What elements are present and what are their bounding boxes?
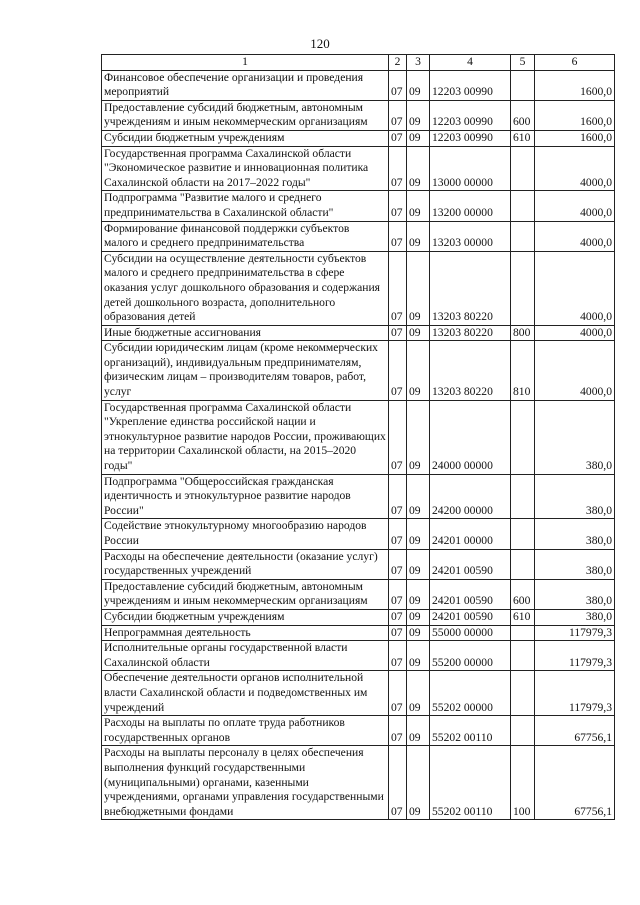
row-name-cell: Расходы на обеспечение деятельности (оказание услуг) государственных учреждений xyxy=(102,549,389,579)
table-row xyxy=(102,519,615,549)
row-amount-cell: 4000,0 xyxy=(535,146,615,191)
row-amount-cell: 4000,0 xyxy=(535,251,615,325)
row-amount-cell: 117979,3 xyxy=(535,641,615,671)
row-expense-type-cell xyxy=(511,641,535,671)
row-target-article-cell: 24201 00590 xyxy=(430,579,511,609)
row-target-article-cell: 55202 00000 xyxy=(430,671,511,716)
row-name-cell: Обеспечение деятельности органов исполнительной власти Сахалинской области и подведомственных им учреждений xyxy=(102,671,389,716)
row-amount-cell: 380,0 xyxy=(535,609,615,625)
row-amount-cell: 4000,0 xyxy=(535,341,615,400)
row-section-cell: 07 xyxy=(389,746,407,820)
table-row xyxy=(102,625,615,641)
row-target-article-cell: 12203 00990 xyxy=(430,130,511,146)
row-target-article-cell: 12203 00990 xyxy=(430,70,511,100)
header-cell-amount: 6 xyxy=(535,55,615,71)
row-target-article-cell: 55200 00000 xyxy=(430,641,511,671)
row-target-article-cell: 24201 00590 xyxy=(430,609,511,625)
row-subsection-cell: 09 xyxy=(407,474,430,519)
row-amount-cell: 67756,1 xyxy=(535,716,615,746)
row-name-cell: Подпрограмма "Общероссийская гражданская идентичность и этнокультурное развитие народов России" xyxy=(102,474,389,519)
row-target-article-cell: 13000 00000 xyxy=(430,146,511,191)
row-section-cell: 07 xyxy=(389,400,407,474)
row-expense-type-cell xyxy=(511,251,535,325)
row-expense-type-cell: 600 xyxy=(511,579,535,609)
row-name-cell: Субсидии бюджетным учреждениям xyxy=(102,130,389,146)
row-target-article-cell: 24000 00000 xyxy=(430,400,511,474)
row-name-cell: Государственная программа Сахалинской области "Экономическое развитие и инновационная политика Сахалинской области на 2017–2022 годы" xyxy=(102,146,389,191)
row-name-cell: Иные бюджетные ассигнования xyxy=(102,325,389,341)
row-target-article-cell: 55202 00110 xyxy=(430,716,511,746)
table-row xyxy=(102,400,615,474)
row-subsection-cell: 09 xyxy=(407,70,430,100)
row-amount-cell: 380,0 xyxy=(535,400,615,474)
row-expense-type-cell: 610 xyxy=(511,130,535,146)
header-cell-target-article: 4 xyxy=(430,55,511,71)
row-amount-cell: 1600,0 xyxy=(535,100,615,130)
table-row xyxy=(102,146,615,191)
row-subsection-cell: 09 xyxy=(407,579,430,609)
row-subsection-cell: 09 xyxy=(407,519,430,549)
row-target-article-cell: 55000 00000 xyxy=(430,625,511,641)
row-subsection-cell: 09 xyxy=(407,400,430,474)
table-row xyxy=(102,325,615,341)
table-row xyxy=(102,549,615,579)
header-cell-section: 2 xyxy=(389,55,407,71)
row-name-cell: Расходы на выплаты персоналу в целях обеспечения выполнения функций государственными (муниципальными) органами, казенными учреждениями, органами управления государственными внебюджетными фондами xyxy=(102,746,389,820)
row-expense-type-cell: 610 xyxy=(511,609,535,625)
table-row xyxy=(102,251,615,325)
row-expense-type-cell xyxy=(511,474,535,519)
table-row xyxy=(102,221,615,251)
row-subsection-cell: 09 xyxy=(407,641,430,671)
row-section-cell: 07 xyxy=(389,641,407,671)
row-section-cell: 07 xyxy=(389,474,407,519)
row-amount-cell: 380,0 xyxy=(535,519,615,549)
row-section-cell: 07 xyxy=(389,671,407,716)
row-amount-cell: 1600,0 xyxy=(535,130,615,146)
row-amount-cell: 4000,0 xyxy=(535,221,615,251)
row-subsection-cell: 09 xyxy=(407,746,430,820)
row-subsection-cell: 09 xyxy=(407,100,430,130)
row-target-article-cell: 12203 00990 xyxy=(430,100,511,130)
row-section-cell: 07 xyxy=(389,146,407,191)
row-expense-type-cell xyxy=(511,519,535,549)
row-section-cell: 07 xyxy=(389,221,407,251)
row-subsection-cell: 09 xyxy=(407,549,430,579)
row-subsection-cell: 09 xyxy=(407,130,430,146)
row-expense-type-cell: 600 xyxy=(511,100,535,130)
row-name-cell: Субсидии на осуществление деятельности субъектов малого и среднего предпринимательства в сфере оказания услуг дошкольного образования и содержания детей дошкольного возраста, дополнительного образования детей xyxy=(102,251,389,325)
row-subsection-cell: 09 xyxy=(407,191,430,221)
table-row xyxy=(102,191,615,221)
row-expense-type-cell xyxy=(511,400,535,474)
table-row xyxy=(102,100,615,130)
row-expense-type-cell xyxy=(511,191,535,221)
row-name-cell: Предоставление субсидий бюджетным, автономным учреждениям и иным некоммерческим организациям xyxy=(102,100,389,130)
row-amount-cell: 67756,1 xyxy=(535,746,615,820)
row-subsection-cell: 09 xyxy=(407,221,430,251)
row-name-cell: Расходы на выплаты по оплате труда работников государственных органов xyxy=(102,716,389,746)
row-target-article-cell: 13203 00000 xyxy=(430,221,511,251)
row-name-cell: Исполнительные органы государственной власти Сахалинской области xyxy=(102,641,389,671)
row-target-article-cell: 24201 00590 xyxy=(430,549,511,579)
row-name-cell: Субсидии юридическим лицам (кроме некоммерческих организаций), индивидуальным предпринимателям, физическим лицам – производителям товаров, работ, услуг xyxy=(102,341,389,400)
row-amount-cell: 380,0 xyxy=(535,549,615,579)
row-section-cell: 07 xyxy=(389,325,407,341)
row-name-cell: Содействие этнокультурному многообразию народов России xyxy=(102,519,389,549)
table-row xyxy=(102,130,615,146)
row-subsection-cell: 09 xyxy=(407,251,430,325)
row-expense-type-cell xyxy=(511,146,535,191)
row-section-cell: 07 xyxy=(389,70,407,100)
row-amount-cell: 4000,0 xyxy=(535,191,615,221)
row-name-cell: Подпрограмма "Развитие малого и среднего предпринимательства в Сахалинской области" xyxy=(102,191,389,221)
table-row xyxy=(102,716,615,746)
row-amount-cell: 380,0 xyxy=(535,474,615,519)
header-cell-expense-type: 5 xyxy=(511,55,535,71)
row-amount-cell: 4000,0 xyxy=(535,325,615,341)
row-section-cell: 07 xyxy=(389,625,407,641)
row-target-article-cell: 13203 80220 xyxy=(430,251,511,325)
row-subsection-cell: 09 xyxy=(407,609,430,625)
row-expense-type-cell xyxy=(511,625,535,641)
row-target-article-cell: 13203 80220 xyxy=(430,341,511,400)
row-name-cell: Финансовое обеспечение организации и проведения мероприятий xyxy=(102,70,389,100)
budget-table xyxy=(101,54,615,820)
row-section-cell: 07 xyxy=(389,519,407,549)
row-amount-cell: 380,0 xyxy=(535,579,615,609)
row-subsection-cell: 09 xyxy=(407,325,430,341)
table-row xyxy=(102,671,615,716)
row-section-cell: 07 xyxy=(389,716,407,746)
row-section-cell: 07 xyxy=(389,130,407,146)
row-section-cell: 07 xyxy=(389,191,407,221)
row-section-cell: 07 xyxy=(389,341,407,400)
row-target-article-cell: 24200 00000 xyxy=(430,474,511,519)
table-row xyxy=(102,641,615,671)
table-row xyxy=(102,746,615,820)
row-target-article-cell: 13203 80220 xyxy=(430,325,511,341)
row-amount-cell: 117979,3 xyxy=(535,671,615,716)
row-section-cell: 07 xyxy=(389,549,407,579)
row-expense-type-cell: 800 xyxy=(511,325,535,341)
table-row xyxy=(102,341,615,400)
row-subsection-cell: 09 xyxy=(407,146,430,191)
header-cell-subsection: 3 xyxy=(407,55,430,71)
row-amount-cell: 1600,0 xyxy=(535,70,615,100)
row-name-cell: Предоставление субсидий бюджетным, автономным учреждениям и иным некоммерческим организациям xyxy=(102,579,389,609)
row-section-cell: 07 xyxy=(389,100,407,130)
row-expense-type-cell: 810 xyxy=(511,341,535,400)
row-name-cell: Государственная программа Сахалинской области "Укрепление единства российской нации и этнокультурное развитие народов России, проживающих на территории Сахалинской области, на 2015–2020 годы" xyxy=(102,400,389,474)
row-target-article-cell: 55202 00110 xyxy=(430,746,511,820)
page-number: 120 xyxy=(310,36,330,51)
row-target-article-cell: 13200 00000 xyxy=(430,191,511,221)
row-subsection-cell: 09 xyxy=(407,341,430,400)
row-expense-type-cell xyxy=(511,671,535,716)
row-section-cell: 07 xyxy=(389,609,407,625)
row-name-cell: Субсидии бюджетным учреждениям xyxy=(102,609,389,625)
table-row xyxy=(102,474,615,519)
table-row xyxy=(102,70,615,100)
header-cell-name: 1 xyxy=(102,55,389,71)
table-row xyxy=(102,579,615,609)
row-subsection-cell: 09 xyxy=(407,671,430,716)
row-subsection-cell: 09 xyxy=(407,716,430,746)
row-subsection-cell: 09 xyxy=(407,625,430,641)
row-name-cell: Формирование финансовой поддержки субъектов малого и среднего предпринимательства xyxy=(102,221,389,251)
table-row xyxy=(102,609,615,625)
row-section-cell: 07 xyxy=(389,251,407,325)
row-section-cell: 07 xyxy=(389,579,407,609)
row-name-cell: Непрограммная деятельность xyxy=(102,625,389,641)
row-expense-type-cell xyxy=(511,716,535,746)
row-expense-type-cell xyxy=(511,70,535,100)
row-expense-type-cell xyxy=(511,549,535,579)
row-amount-cell: 117979,3 xyxy=(535,625,615,641)
row-target-article-cell: 24201 00000 xyxy=(430,519,511,549)
row-expense-type-cell xyxy=(511,221,535,251)
row-expense-type-cell: 100 xyxy=(511,746,535,820)
header-row xyxy=(102,55,615,71)
